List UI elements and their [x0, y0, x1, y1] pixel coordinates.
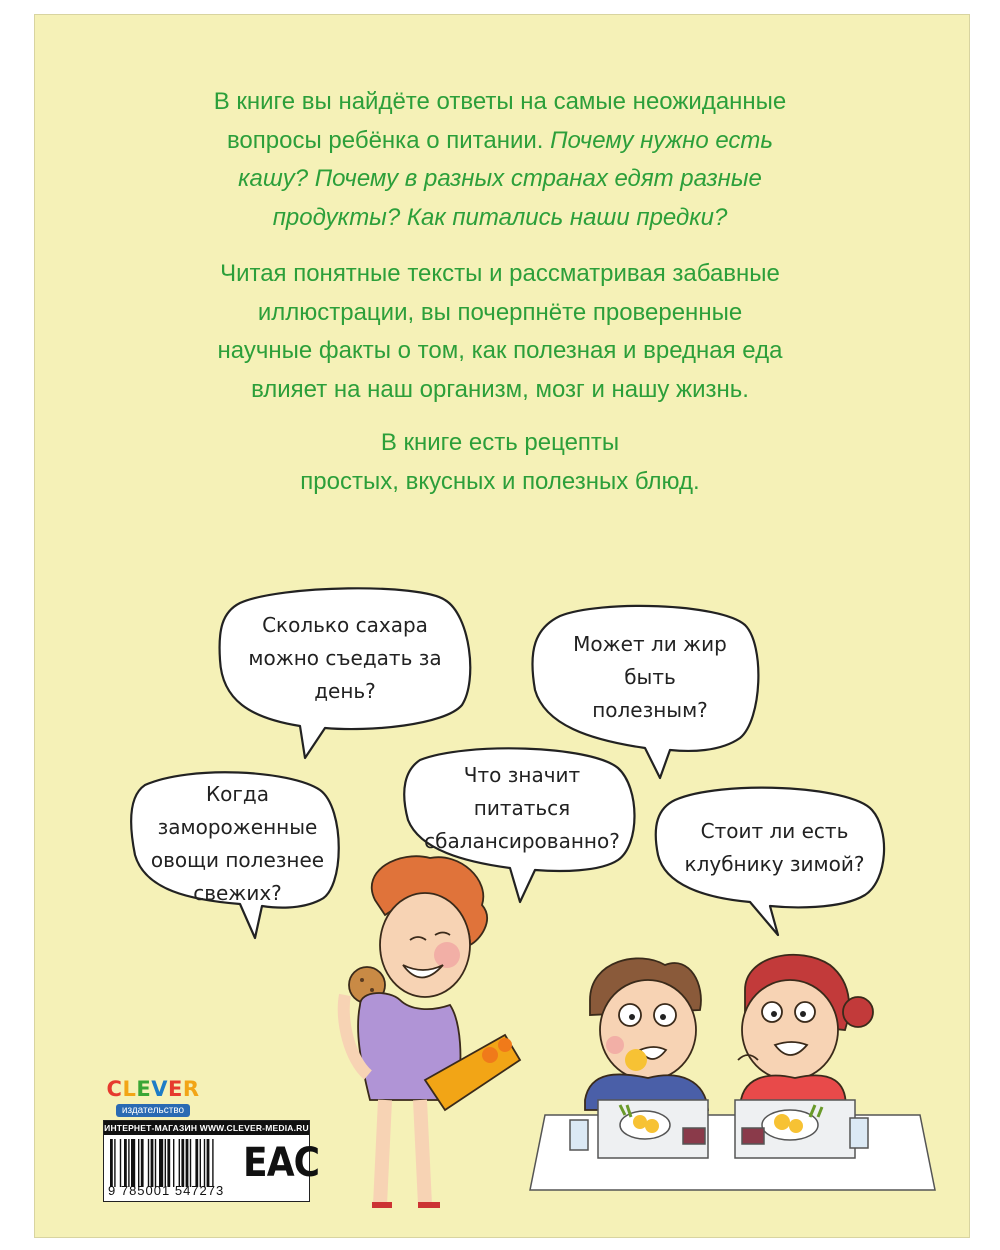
bubble-line: можно съедать за [248, 646, 442, 670]
intro-line: В книге вы найдёте ответы на самые неожиданные [213, 88, 787, 115]
eac-mark: EAC [243, 1140, 320, 1186]
bubble-balanced-text [412, 759, 632, 858]
barcode-bar [151, 1139, 154, 1187]
barcode [110, 1139, 242, 1187]
lunch-table [530, 1100, 935, 1190]
barcode-bar [167, 1139, 170, 1187]
intro-line: продукты? Как питались наши предки? [272, 203, 728, 231]
publisher-logo [103, 1078, 203, 1118]
barcode-bar [128, 1139, 129, 1187]
bubble-line: Может ли жир [573, 632, 727, 656]
bubble-line: свежих? [193, 881, 282, 905]
barcode-bar [141, 1139, 144, 1187]
barcode-bar [138, 1139, 139, 1187]
recipes-line: простых, вкусных и полезных блюд. [300, 467, 700, 495]
intro-text: вопросы ребёнка о питании. [226, 126, 551, 154]
barcode-bar [114, 1139, 115, 1187]
bubble-line: день? [314, 679, 376, 703]
barcode-bar [148, 1139, 149, 1187]
bubble-line: полезным? [592, 698, 708, 722]
barcode-bar [131, 1139, 135, 1187]
barcode-bar [173, 1139, 174, 1187]
intro-line: кашу? Почему в разных странах едят разные [238, 165, 762, 192]
boy-with-fork [585, 958, 708, 1110]
intro-question: Почему нужно есть [550, 126, 774, 154]
isbn-number: 9 785001 547273 [108, 1183, 225, 1198]
barcode-bar [165, 1139, 166, 1187]
bubble-line: овощи полезнее [150, 848, 325, 872]
facts-line: иллюстрации, вы почерпнёте проверенные [257, 298, 743, 326]
barcode-bar [181, 1139, 184, 1187]
bubble-line: сбалансированно? [424, 829, 620, 853]
barcode-bar [195, 1139, 198, 1187]
bubble-line: Что значит [463, 763, 581, 787]
bubble-sugar-text [240, 609, 450, 708]
barcode-bar [159, 1139, 163, 1187]
logo-letter: E [167, 1077, 183, 1101]
bubble-line: питаться [473, 796, 571, 820]
barcode-bar [207, 1139, 210, 1187]
barcode-bar [190, 1139, 191, 1187]
logo-letter: L [122, 1077, 137, 1101]
logo-letter: R [182, 1077, 200, 1101]
bubble-line: замороженные [157, 815, 318, 839]
logo-letter: C [106, 1077, 123, 1101]
publisher-subtitle: издательство [116, 1104, 190, 1117]
bubble-line: клубнику зимой? [684, 852, 865, 876]
barcode-bar [200, 1139, 201, 1187]
logo-letter: E [136, 1077, 152, 1101]
barcode-bar [186, 1139, 189, 1187]
girl-eating-cookie [344, 856, 520, 1205]
facts-line: Читая понятные тексты и рассматривая забавные [220, 260, 780, 287]
bubble-frozen-text [140, 778, 335, 910]
bubble-fat-text [555, 628, 745, 727]
bubble-line: быть [624, 665, 676, 689]
barcode-bar [155, 1139, 156, 1187]
barcode-bar [110, 1139, 113, 1187]
barcode-bar [212, 1139, 213, 1187]
barcode-bar [204, 1139, 205, 1187]
barcode-bar [120, 1139, 121, 1187]
recipes-line: В книге есть рецепты [380, 429, 620, 456]
facts-line: научные факты о том, как полезная и вредная еда [217, 337, 783, 364]
barcode-bar [179, 1139, 180, 1187]
clever-wordmark [103, 1078, 203, 1100]
logo-letter: V [151, 1077, 168, 1101]
bubble-line: Стоит ли есть [700, 819, 849, 843]
bubble-line: Сколько сахара [262, 613, 428, 637]
bubble-strawberry-text [672, 815, 877, 881]
facts-line: влияет на наш организм, мозг и нашу жизнь. [251, 375, 749, 403]
bubble-line: Когда [205, 782, 270, 806]
shop-url: ИНТЕРНЕТ-МАГАЗИН WWW.CLEVER-MEDIA.RU [104, 1123, 309, 1133]
barcode-bar [124, 1139, 127, 1187]
